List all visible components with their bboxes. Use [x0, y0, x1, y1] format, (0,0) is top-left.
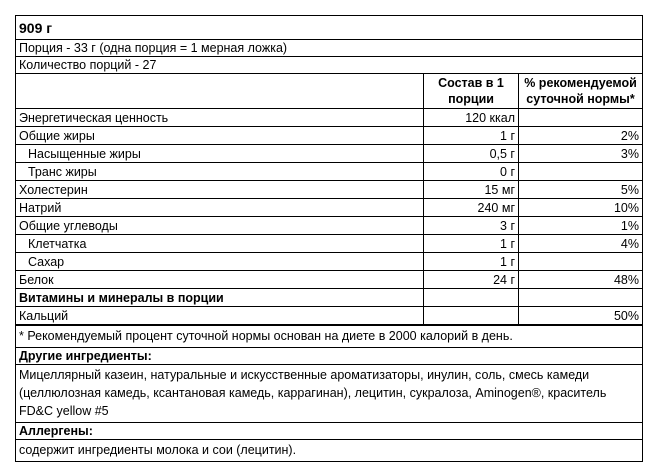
nutrient-dv — [519, 163, 643, 181]
other-ingredients-text: Мицеллярный казеин, натуральные и искусственные ароматизаторы, инулин, соль, смесь камеди (целлюлозная камедь, ксантановая камедь, каррагинан), лецитин, сукралоза, Aminogen®, краситель FD&C yellow #5 — [16, 365, 642, 423]
nutrient-amount: 1 г — [424, 127, 519, 145]
nutrient-name: Энергетическая ценность — [16, 109, 424, 127]
nutrient-dv: 1% — [519, 217, 643, 235]
nutrient-row-cholesterol — [16, 181, 642, 199]
nutrient-name: Белок — [16, 271, 424, 289]
nutrient-name: Натрий — [16, 199, 424, 217]
nutrient-name: Клетчатка — [16, 235, 424, 253]
table-header-row — [16, 74, 642, 109]
nutrient-amount: 1 г — [424, 253, 519, 271]
allergens-text: содержит ингредиенты молока и сои (лецитин). — [19, 443, 297, 457]
nutrient-amount: 3 г — [424, 217, 519, 235]
header-amount: Состав в 1 порции — [424, 74, 519, 109]
nutrient-dv: 3% — [519, 145, 643, 163]
nutrient-row-sugar — [16, 253, 642, 271]
nutrient-amount: 15 мг — [424, 181, 519, 199]
nutrient-row-saturated-fat — [16, 145, 642, 163]
allergens-title: Аллергены: — [16, 423, 642, 440]
header-blank — [16, 74, 424, 109]
nutrient-name: Сахар — [16, 253, 424, 271]
nutrient-dv: 2% — [519, 127, 643, 145]
vitamin-row-calcium — [16, 307, 642, 325]
nutrient-amount: 24 г — [424, 271, 519, 289]
vitamin-dv: 50% — [519, 307, 643, 325]
nutrient-amount: 0,5 г — [424, 145, 519, 163]
nutrient-row-fiber — [16, 235, 642, 253]
package-weight: 909 г — [16, 16, 642, 40]
footnote: * Рекомендуемый процент суточной нормы основан на диете в 2000 калорий в день. — [16, 325, 642, 348]
nutrient-dv: 5% — [519, 181, 643, 199]
nutrient-dv: 10% — [519, 199, 643, 217]
vitamins-blank-dv — [519, 289, 643, 307]
other-ingredients-title: Другие ингредиенты: — [16, 348, 642, 365]
nutrient-name: Холестерин — [16, 181, 424, 199]
nutrients-table — [16, 74, 642, 325]
nutrient-dv: 48% — [519, 271, 643, 289]
vitamins-title: Витамины и минералы в порции — [16, 289, 424, 307]
nutrient-dv: 4% — [519, 235, 643, 253]
nutrition-facts-label — [15, 15, 643, 462]
header-daily-value: % рекомендуемой суточной нормы* — [519, 74, 643, 109]
serving-size: Порция - 33 г (одна порция = 1 мерная ложка) — [16, 40, 642, 57]
nutrient-row-sodium — [16, 199, 642, 217]
nutrient-row-protein — [16, 271, 642, 289]
nutrient-row-carbs — [16, 217, 642, 235]
nutrient-amount: 0 г — [424, 163, 519, 181]
vitamins-header-row — [16, 289, 642, 307]
vitamin-name: Кальций — [16, 307, 424, 325]
nutrient-amount: 120 ккал — [424, 109, 519, 127]
nutrient-name: Транс жиры — [16, 163, 424, 181]
nutrient-row-fat — [16, 127, 642, 145]
nutrient-dv — [519, 253, 643, 271]
servings-count: Количество порций - 27 — [16, 57, 642, 74]
nutrient-name: Насыщенные жиры — [16, 145, 424, 163]
nutrient-name: Общие жиры — [16, 127, 424, 145]
nutrient-amount: 240 мг — [424, 199, 519, 217]
nutrient-amount: 1 г — [424, 235, 519, 253]
vitamin-amount — [424, 307, 519, 325]
nutrient-dv — [519, 109, 643, 127]
nutrient-name: Общие углеводы — [16, 217, 424, 235]
nutrient-row-trans-fat — [16, 163, 642, 181]
vitamins-blank-amount — [424, 289, 519, 307]
nutrient-row-energy — [16, 109, 642, 127]
